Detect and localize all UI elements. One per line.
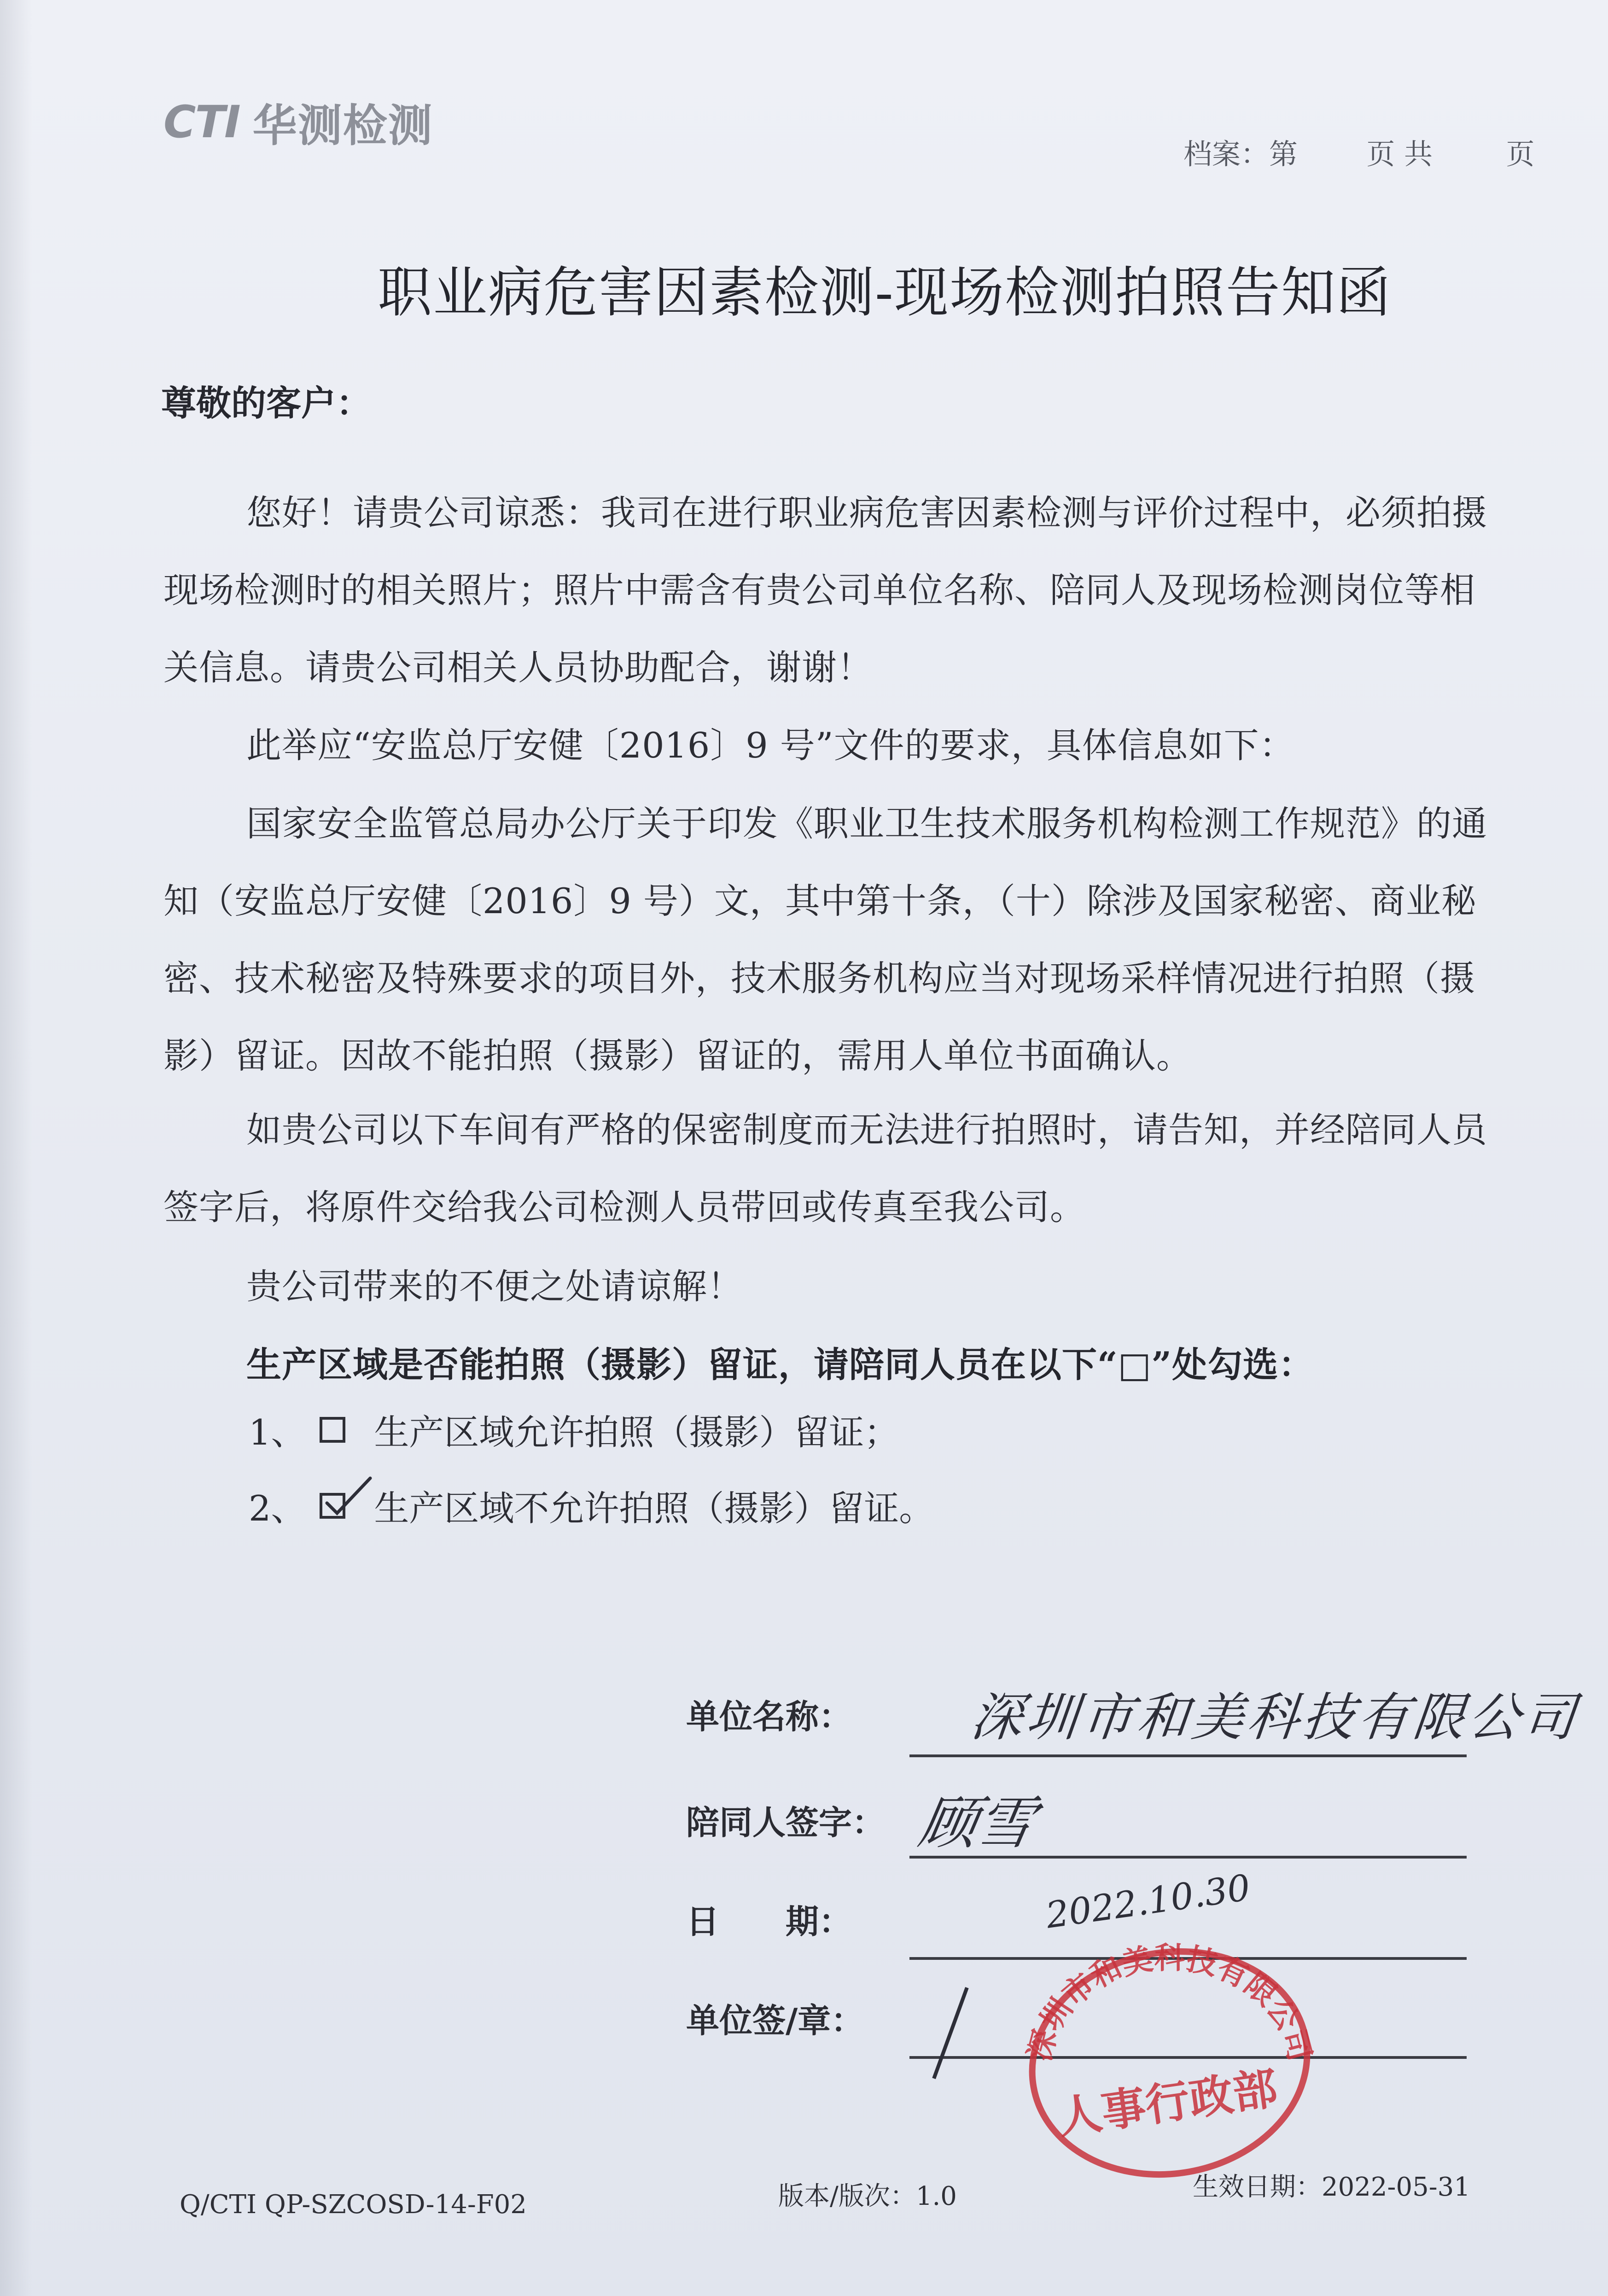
document-code: Q/CTI QP-SZCOSD-14-F02 bbox=[180, 2190, 527, 2220]
version-info: 版本/版次：1.0 bbox=[778, 2181, 957, 2211]
archive-page-field bbox=[1183, 131, 1535, 172]
option-allow-photo bbox=[249, 1404, 899, 1455]
svg-text:深圳市和美科技有限公司 bbox=[1021, 1940, 1318, 2064]
stamp-label: 单位签/章： bbox=[686, 2001, 864, 2040]
paragraph-confidential: 如贵公司以下车间有严格的保密制度而无法进行拍照时，请告知，并经陪同人员签字后，将原件交给我公司检测人员带回或传真至我公司。 bbox=[163, 1109, 1487, 1228]
paragraph-regulation: 国家安全监管总局办公厅关于印发《职业卫生技术服务机构检测工作规范》的通知（安监总厅安健〔2016〕9 号）文，其中第十条，（十）除涉及国家秘密、商业秘密、技术秘密及特殊要求的项目外，技术服务机构应当对现场采样情况进行拍照（摄影）留证。因故不能拍照（摄影）留证的，需用人单位书面确认。 bbox=[163, 803, 1487, 1076]
date-label: 日 期： bbox=[686, 1902, 852, 1941]
checkmark-icon bbox=[323, 1474, 374, 1521]
checkbox-deny[interactable] bbox=[320, 1493, 345, 1519]
option-label: 生产区域不允许拍照（摄影）留证。 bbox=[374, 1488, 934, 1529]
effective-date: 生效日期：2022-05-31 bbox=[1193, 2172, 1470, 2202]
paragraph-instruction: 生产区域是否能拍照（摄影）留证，请陪同人员在以下“□”处勾选： bbox=[246, 1344, 1314, 1385]
option-number: 1、 bbox=[249, 1412, 306, 1453]
page-edge-shadow bbox=[0, 0, 32, 2296]
company-name-handwritten: 深圳市和美科技有限公司 bbox=[968, 1688, 1582, 1748]
seal-outer-text: 深圳市和美科技有限公司 bbox=[1021, 1940, 1318, 2065]
option-label: 生产区域允许拍照（摄影）留证； bbox=[374, 1412, 899, 1453]
company-name-label: 单位名称： bbox=[686, 1697, 852, 1736]
company-seal bbox=[1008, 1925, 1331, 2183]
paragraph-basis: 此举应“安监总厅安健〔2016〕9 号”文件的要求，具体信息如下： bbox=[246, 725, 1295, 766]
date-handwritten: 2022.10.30 bbox=[1043, 1867, 1253, 1937]
paragraph-intro: 您好！请贵公司谅悉：我司在进行职业病危害因素检测与评价过程中，必须拍摄现场检测时的相关照片；照片中需含有贵公司单位名称、陪同人及现场检测岗位等相关信息。请贵公司相关人员协助配合，谢谢！ bbox=[163, 492, 1487, 688]
escort-signature: 顾雪 bbox=[914, 1790, 1040, 1857]
seal-inner-text: 人事行政部 bbox=[1054, 2062, 1281, 2144]
checkbox-allow[interactable] bbox=[320, 1417, 345, 1443]
paragraph-apology: 贵公司带来的不便之处请谅解！ bbox=[246, 1266, 743, 1307]
company-logo bbox=[163, 94, 433, 150]
option-number: 2、 bbox=[249, 1488, 306, 1529]
archive-mid: 页 共 bbox=[1366, 137, 1433, 171]
company-name-line bbox=[909, 1754, 1467, 1757]
greeting: 尊敬的客户： bbox=[161, 383, 371, 424]
logo-text-cn: 华测检测 bbox=[252, 99, 433, 152]
archive-label: 档案：第 bbox=[1183, 137, 1298, 171]
logo-text-en: CTI bbox=[163, 96, 240, 148]
option-deny-photo bbox=[249, 1480, 934, 1531]
archive-end: 页 bbox=[1506, 137, 1535, 171]
page-title: 职业病危害因素检测-现场检测拍照告知函 bbox=[378, 261, 1392, 324]
escort-signature-label: 陪同人签字： bbox=[686, 1803, 886, 1842]
